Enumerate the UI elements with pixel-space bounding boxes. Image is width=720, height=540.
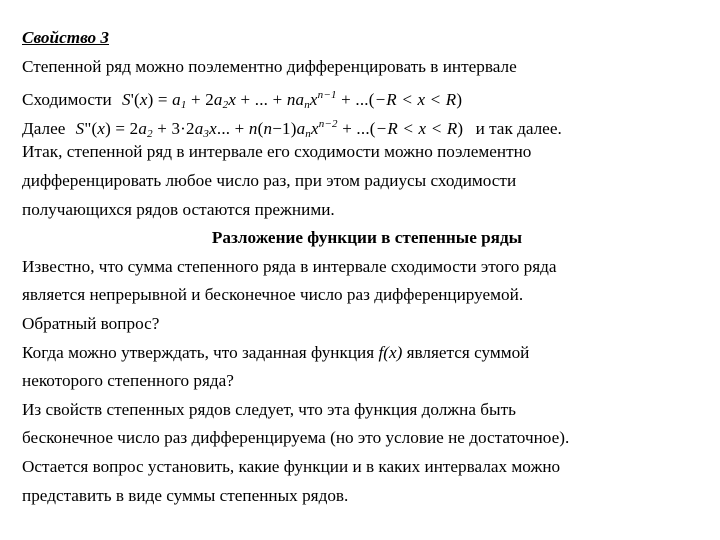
text-line-8 [22,253,712,282]
paragraph-text: Из свойств степенных рядов следует, что эта функция должна быть [22,399,516,419]
second-derivative-formula: S"(x) = $2a_2 + 3\cdot 2a_3x$... + $n(n-1)a_nx^{n-2} + ...(-R < x < R)$ [75,117,464,140]
text-line-6 [22,196,712,225]
paragraph-text: Когда можно утверждать, что заданная функция [22,342,375,362]
convergence-label: Сходимости [22,90,112,110]
section-title: Разложение функции в степенные ряды [211,228,523,248]
function-symbol: f(x) [378,342,403,362]
paragraph-text: дифференцировать любое число раз, при этом радиусы сходимости [22,170,517,190]
property-heading-line [22,24,712,53]
and-so-on-text: и так далее. [475,118,562,138]
document-page [22,24,712,510]
text-line-15 [22,453,712,482]
paragraph-text: является непрерывной и бесконечное число раз дифференцируемой. [22,285,524,305]
text-line-3 [22,110,712,139]
paragraph-text: Степенной ряд можно поэлементно дифференцировать в интервале [22,56,517,76]
next-label: Далее [22,118,66,138]
text-line-10 [22,310,712,339]
text-line-1 [22,53,712,82]
paragraph-text: является суммой [406,342,530,362]
text-line-5 [22,167,712,196]
text-line-13 [22,396,712,425]
text-line-12 [22,367,712,396]
paragraph-text: получающихся рядов остаются прежними. [22,199,335,219]
question-text: Обратный вопрос? [22,313,160,333]
text-line-11 [22,339,712,368]
text-line-2 [22,81,712,110]
first-derivative-formula: $S'(x) = a_1 + 2a_2x$ + ... + $na_nx^{n-1} + ...(-R < x < R)$ [121,89,463,112]
paragraph-text: Остается вопрос установить, какие функции и в каких интервалах можно [22,456,561,476]
paragraph-text: некоторого степенного ряда? [22,371,234,391]
paragraph-text: бесконечное число раз дифференцируема (но это условие не достаточное). [22,428,570,448]
text-line-16 [22,482,712,511]
text-line-9 [22,281,712,310]
paragraph-text: представить в виде суммы степенных рядов. [22,485,349,505]
property-title: Свойство 3 [22,28,110,47]
paragraph-text: Итак, степенной ряд в интервале его сходимости можно поэлементно [22,142,532,162]
paragraph-text: Известно, что сумма степенного ряда в интервале сходимости этого ряда [22,256,557,276]
text-line-4 [22,138,712,167]
section-heading-line [22,224,712,253]
text-line-14 [22,424,712,453]
